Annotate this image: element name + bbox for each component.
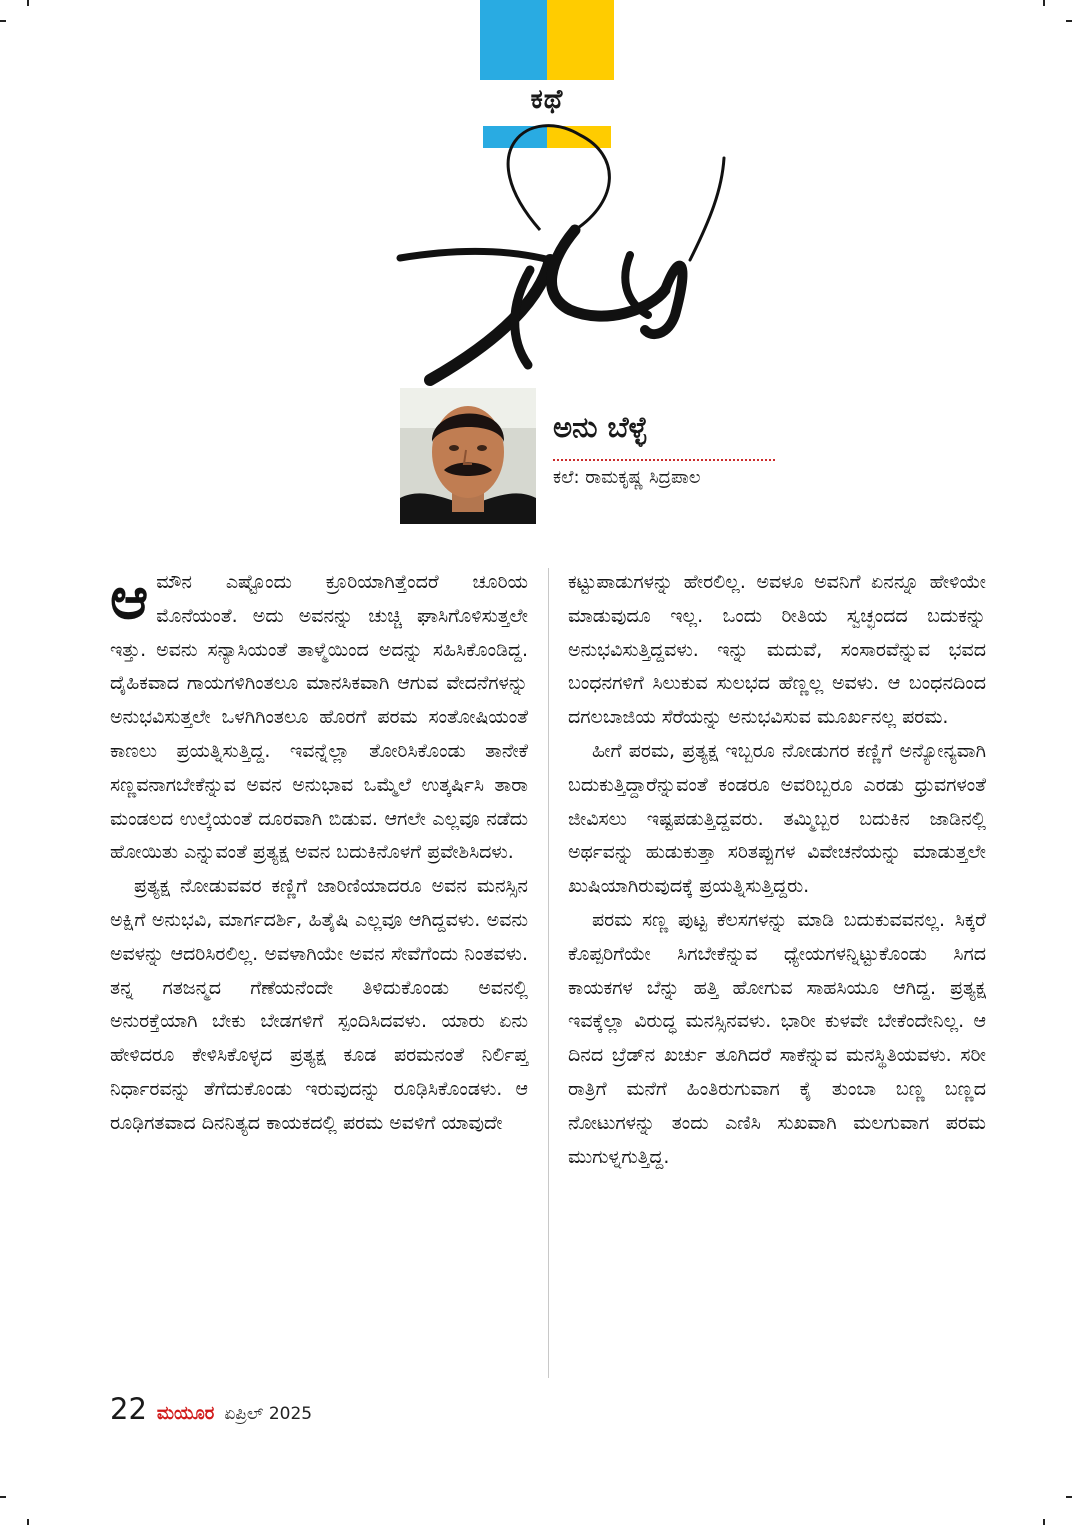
page-number: 22 <box>110 1392 147 1426</box>
crop-mark-top-left <box>27 0 29 6</box>
article-paragraph <box>110 566 528 870</box>
header-blue-block <box>480 0 547 80</box>
header-yellow-block <box>547 0 614 80</box>
paragraph-text: ಮೌನ ಎಷ್ಟೊಂದು ಕ್ರೂರಿಯಾಗಿತ್ತೆಂದರೆ ಚೂರಿಯ ಮೊನೆಯಂತೆ. ಅದು ಅವನನ್ನು ಚುಚ್ಚಿ ಘಾಸಿಗೊಳಿಸುತ್ತಲೇ ಇತ್ತು. ಅವನು ಸನ್ಯಾಸಿಯಂತೆ ತಾಳ್ಮೆಯಿಂದ ಅದನ್ನು ಸಹಿಸಿಕೊಂಡಿದ್ದ. ದೈಹಿಕವಾದ ಗಾಯಗಳಿಗಿಂತಲೂ ಮಾನಸಿಕವಾಗಿ ಆಗುವ ವೇದನೆಗಳನ್ನು ಅನುಭವಿಸುತ್ತಲೇ ಒಳಗಿಗಿಂತಲೂ ಹೊರಗೆ ಪರಮ ಸಂತೋಷಿಯಂತೆ ಕಾಣಲು ಪ್ರಯತ್ನಿಸುತ್ತಿದ್ದ. ಇವನ್ನೆಲ್ಲಾ ತೋರಿಸಿಕೊಂಡು ತಾನೇಕೆ ಸಣ್ಣವನಾಗಬೇಕೆನ್ನುವ ಅವನ ಅನುಭಾವ ಒಮ್ಮೆಲೆ ಉತ್ಕರ್ಷಿಸಿ ತಾರಾ ಮಂಡಲದ ಉಲ್ಕೆಯಂತೆ ದೂರವಾಗಿ ಬಿಡುವ. ಆಗಲೇ ಎಲ್ಲವೂ ನಡೆದು ಹೋಯಿತು ಎನ್ನುವಂತೆ ಪ್ರತ್ಯಕ್ಷ ಅವನ ಬದುಕಿನೊಳಗೆ ಪ್ರವೇಶಿಸಿದಳು. <box>110 571 528 864</box>
crop-mark-right-upper <box>1066 20 1072 22</box>
article-column-left <box>110 566 528 1141</box>
crop-mark-bottom-right <box>1043 1519 1045 1525</box>
article-paragraph: ಪ್ರತ್ಯಕ್ಷ ನೋಡುವವರ ಕಣ್ಣಿಗೆ ಜಾರಿಣಿಯಾದರೂ ಅವನ ಮನಸ್ಸಿನ ಅಕ್ಷಿಗೆ ಅನುಭವಿ, ಮಾರ್ಗದರ್ಶಿ, ಹಿತೈಷಿ ಎಲ್ಲವೂ ಆಗಿದ್ದವಳು. ಅವನು ಅವಳನ್ನು ಆದರಿಸಿರಲಿಲ್ಲ. ಅವಳಾಗಿಯೇ ಅವನ ಸೇವೆಗೆಂದು ನಿಂತವಳು. ತನ್ನ ಗತಜನ್ಮದ ಗೆಣೆಯನೆಂದೇ ತಿಳಿದುಕೊಂಡು ಅವನಲ್ಲಿ ಅನುರಕ್ತೆಯಾಗಿ ಬೇಕು ಬೇಡಗಳಿಗೆ ಸ್ಪಂದಿಸಿದವಳು. ಯಾರು ಏನು ಹೇಳಿದರೂ ಕೇಳಿಸಿಕೊಳ್ಳದ ಪ್ರತ್ಯಕ್ಷ ಕೂಡ ಪರಮನಂತೆ ನಿರ್ಲಿಪ್ತ ನಿರ್ಧಾರವನ್ನು ತೆಗೆದುಕೊಂಡು ಇರುವುದನ್ನು ರೂಢಿಸಿಕೊಂಡಳು. ಆ ರೂಢಿಗತವಾದ ದಿನನಿತ್ಯದ ಕಾಯಕದಲ್ಲಿ ಪರಮ ಅವಳಿಗೆ ಯಾವುದೇ <box>110 875 528 1134</box>
story-category: ಕಥೆ <box>530 84 564 115</box>
page-footer <box>110 1392 312 1432</box>
crop-mark-bottom-left <box>27 1519 29 1525</box>
issue-date: ಏಪ್ರಿಲ್ 2025 <box>224 1404 313 1424</box>
story-title-calligraphy <box>390 110 740 395</box>
byline-divider <box>553 459 775 461</box>
author-name: ಅನು ಬೆಳ್ಳೆ <box>553 410 648 444</box>
crop-mark-left-lower <box>0 1496 6 1498</box>
author-photo <box>400 388 536 524</box>
art-credit: ಕಲೆ: ರಾಮಕೃಷ್ಣ ಸಿದ್ರಪಾಲ <box>553 467 701 488</box>
magazine-logo: ಮಯೂರ <box>156 1403 215 1424</box>
crop-mark-top-right <box>1043 0 1045 6</box>
drop-cap: ಆ <box>110 564 149 632</box>
article-paragraph: ಪರಮ ಸಣ್ಣ ಪುಟ್ಟ ಕೆಲಸಗಳನ್ನು ಮಾಡಿ ಬದುಕುವವನಲ್ಲ. ಸಿಕ್ಕರೆ ಕೊಪ್ಪರಿಗೆಯೇ ಸಿಗಬೇಕೆನ್ನುವ ಧ್ಯೇಯಗಳನ್ನಿಟ್ಟುಕೊಂಡು ಸಿಗದ ಕಾಯಕಗಳ ಬೆನ್ನು ಹತ್ತಿ ಹೋಗುವ ಸಾಹಸಿಯೂ ಆಗಿದ್ದ. ಪ್ರತ್ಯಕ್ಷ ಇವಕ್ಕೆಲ್ಲಾ ವಿರುದ್ಧ ಮನಸ್ಸಿನವಳು. ಭಾರೀ ಕುಳವೇ ಬೇಕೆಂದೇನಿಲ್ಲ. ಆ ದಿನದ ಬ್ರೆಡ್‌ನ ಖರ್ಚು ತೂಗಿದರೆ ಸಾಕೆನ್ನುವ ಮನಸ್ಥಿತಿಯವಳು. ಸರೀ ರಾತ್ರಿಗೆ ಮನೆಗೆ ಹಿಂತಿರುಗುವಾಗ ಕೈ ತುಂಬಾ ಬಣ್ಣ ಬಣ್ಣದ ನೋಟುಗಳನ್ನು ತಂದು ಎಣಿಸಿ ಸುಖವಾಗಿ ಮಲಗುವಾಗ ಪರಮ ಮುಗುಳ್ನಗುತ್ತಿದ್ದ. <box>568 908 986 1168</box>
author-portrait-icon <box>400 388 536 524</box>
title-calligraphy-art <box>390 110 740 395</box>
column-divider <box>548 568 549 1378</box>
crop-mark-right-lower <box>1066 1496 1072 1498</box>
article-paragraph: ಕಟ್ಟುಪಾಡುಗಳನ್ನು ಹೇರಲಿಲ್ಲ. ಅವಳೂ ಅವನಿಗೆ ಏನನ್ನೂ ಹೇಳಿಯೇ ಮಾಡುವುದೂ ಇಲ್ಲ. ಒಂದು ರೀತಿಯ ಸ್ವಚ್ಛಂದದ ಬದುಕನ್ನು ಅನುಭವಿಸುತ್ತಿದ್ದವಳು. ಇನ್ನು ಮದುವೆ, ಸಂಸಾರವೆನ್ನುವ ಭವದ ಬಂಧನಗಳಿಗೆ ಸಿಲುಕುವ ಸುಲಭದ ಹೆಣ್ಣಲ್ಲ ಅವಳು. ಆ ಬಂಧನದಿಂದ ದಗಲಬಾಜಿಯ ಸೆರೆಯನ್ನು ಅನುಭವಿಸುವ ಮೂರ್ಖನಲ್ಲ ಪರಮ. <box>568 571 986 729</box>
story-title <box>390 110 391 111</box>
article-paragraph: ಹೀಗೆ ಪರಮ, ಪ್ರತ್ಯಕ್ಷ ಇಬ್ಬರೂ ನೋಡುಗರ ಕಣ್ಣಿಗೆ ಅನ್ಯೋನ್ಯವಾಗಿ ಬದುಕುತ್ತಿದ್ದಾರೆನ್ನುವಂತೆ ಕಂಡರೂ ಅವರಿಬ್ಬರೂ ಎರಡು ಧ್ರುವಗಳಂತೆ ಜೀವಿಸಲು ಇಷ್ಟಪಡುತ್ತಿದ್ದವರು. ತಮ್ಮಿಬ್ಬರ ಬದುಕಿನ ಜಾಡಿನಲ್ಲಿ ಅರ್ಥವನ್ನು ಹುಡುಕುತ್ತಾ ಸರಿತಪ್ಪುಗಳ ವಿವೇಚನೆಯನ್ನು ಮಾಡುತ್ತಲೇ ಖುಷಿಯಾಗಿರುವುದಕ್ಕೆ ಪ್ರಯತ್ನಿಸುತ್ತಿದ್ದರು. <box>568 739 986 898</box>
crop-mark-left-upper <box>0 20 6 22</box>
article-column-right <box>568 566 986 1174</box>
